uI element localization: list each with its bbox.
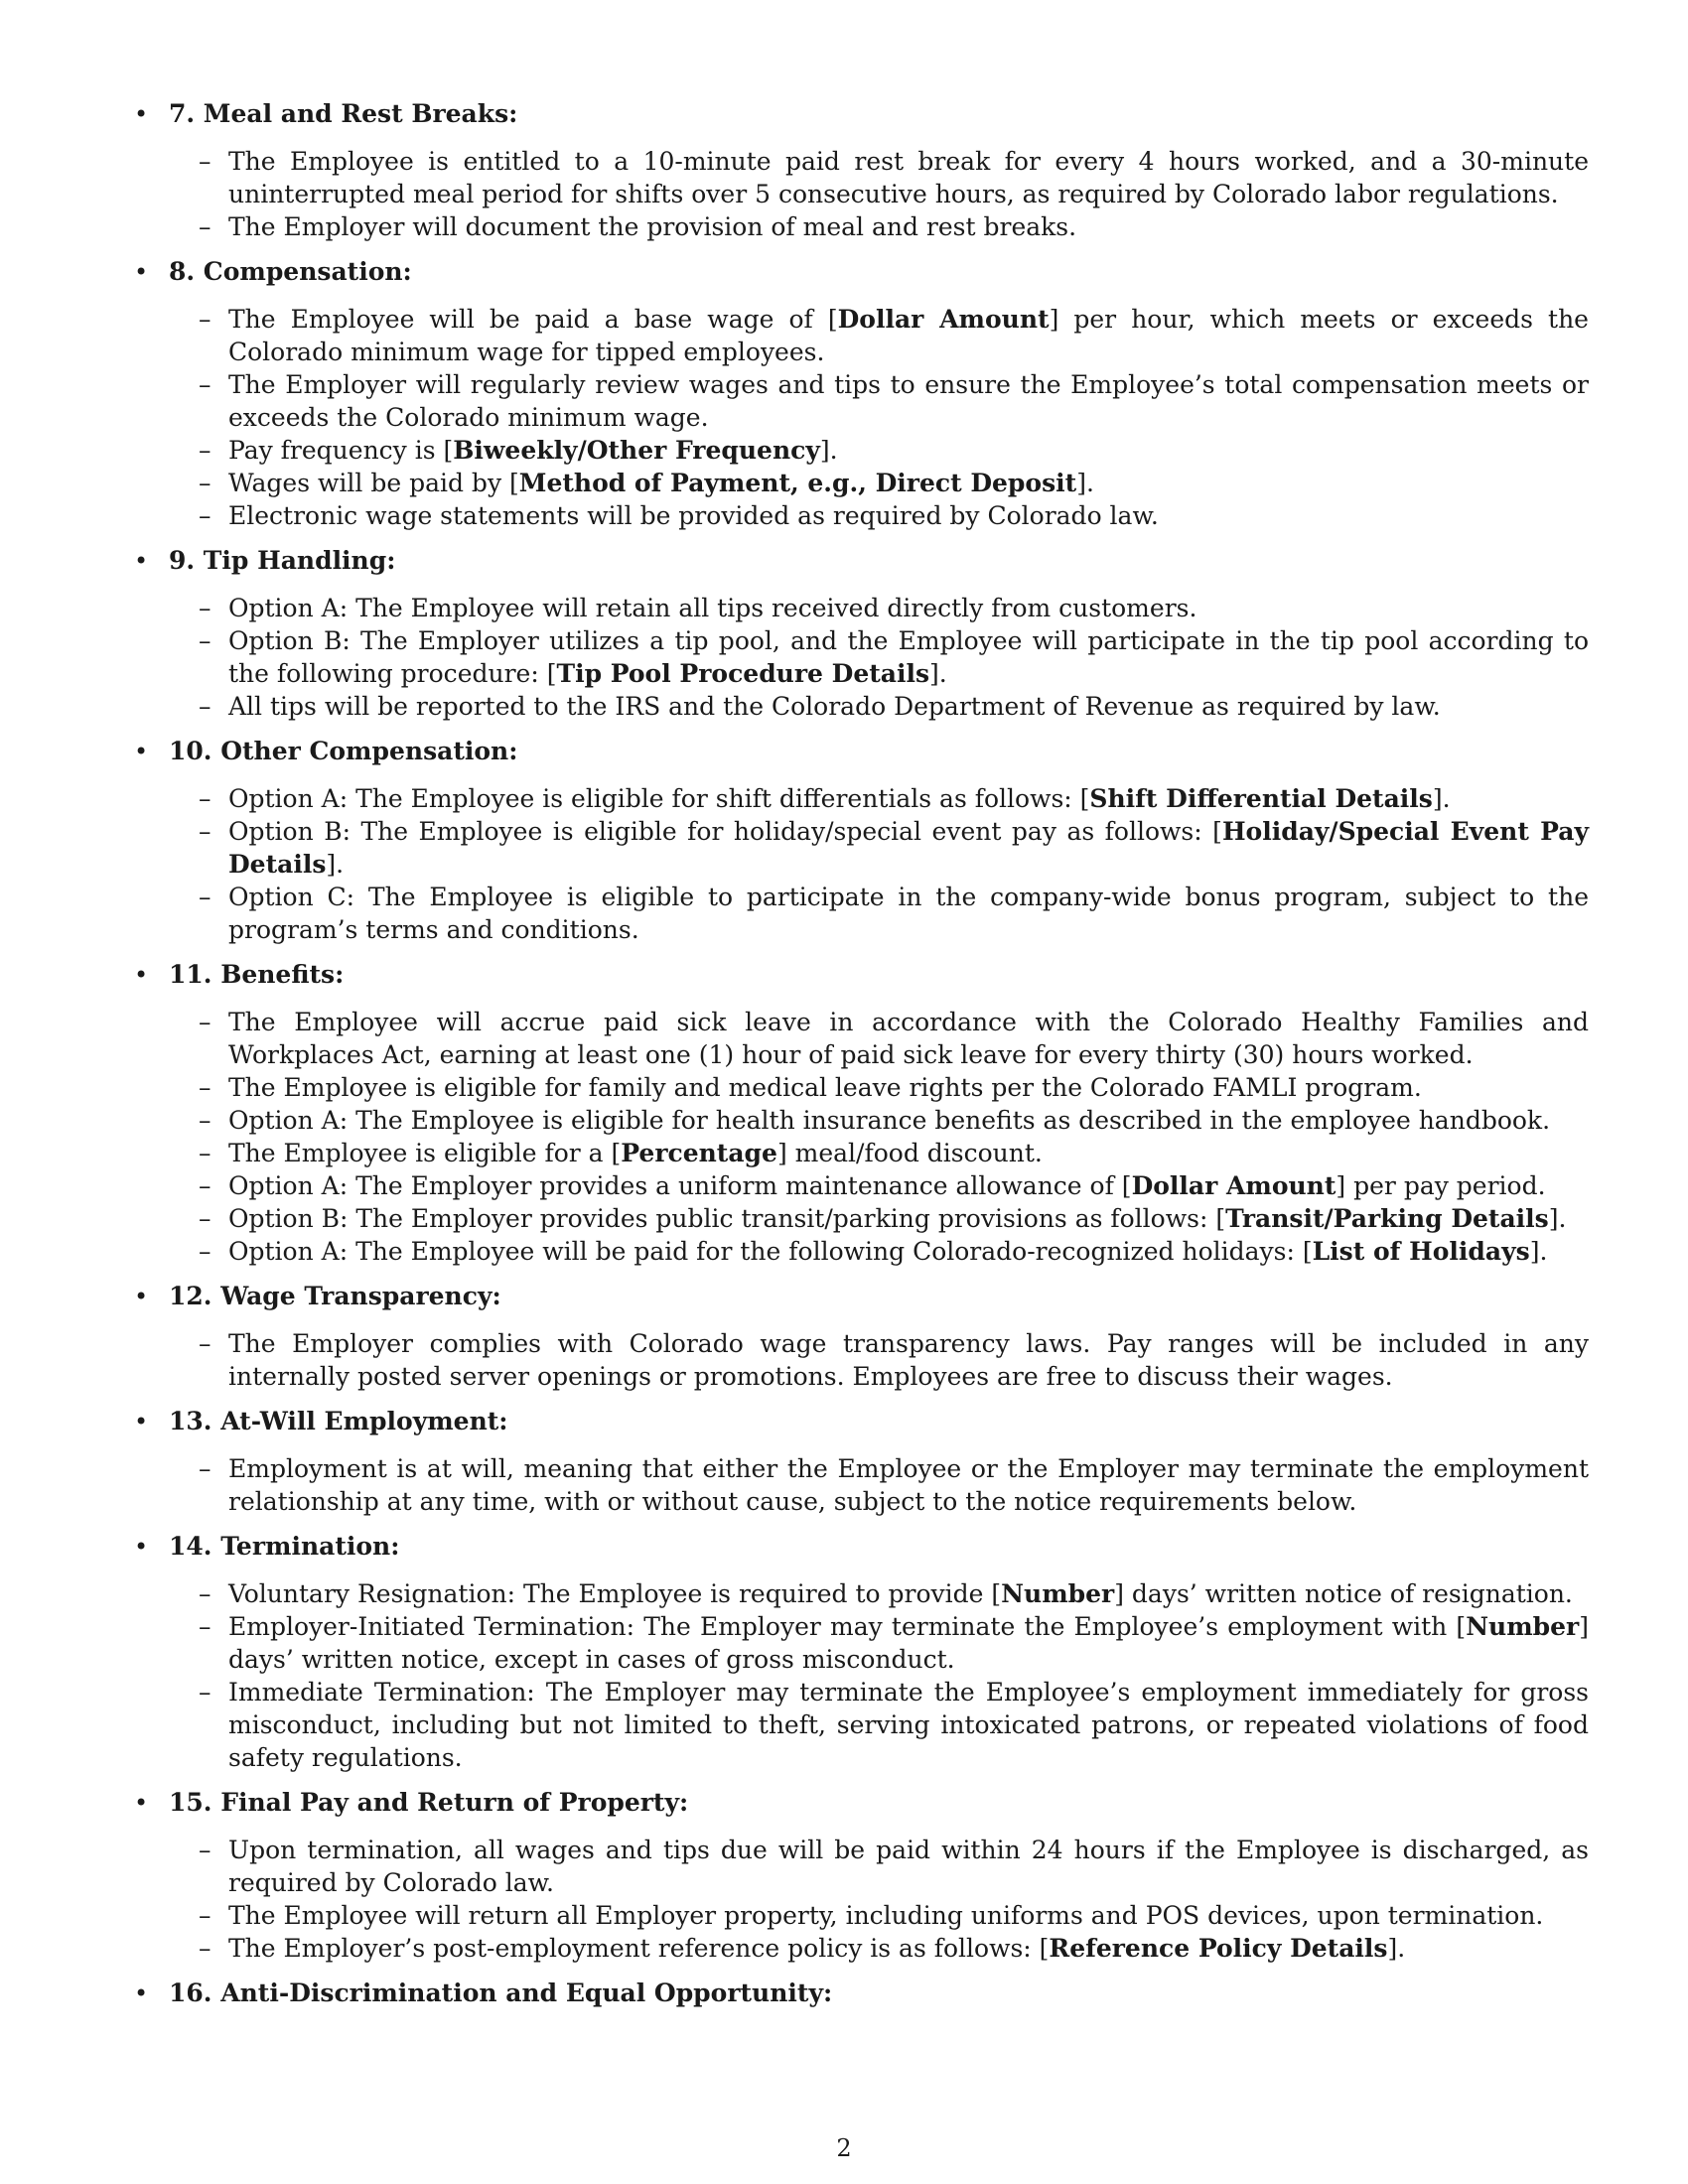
list-item bbox=[199, 1834, 1589, 1899]
dash-icon: – bbox=[199, 784, 211, 813]
dash-icon: – bbox=[199, 212, 211, 241]
dash-icon: – bbox=[199, 1579, 211, 1608]
bullet-icon: • bbox=[134, 1408, 149, 1435]
placeholder-field: Tip Pool Procedure Details bbox=[556, 659, 930, 688]
section-item-list bbox=[134, 1327, 1589, 1393]
list-item bbox=[199, 1071, 1589, 1104]
dash-icon: – bbox=[199, 594, 211, 622]
item-text: ]. bbox=[819, 436, 838, 465]
section-item-list bbox=[134, 303, 1589, 532]
contract-section bbox=[134, 1977, 1589, 2010]
placeholder-field: List of Holidays bbox=[1312, 1237, 1530, 1266]
bullet-icon: • bbox=[134, 1789, 149, 1817]
dash-icon: – bbox=[199, 501, 211, 530]
placeholder-field: Holiday/Special Event Pay Details bbox=[228, 817, 1589, 879]
list-item bbox=[199, 1169, 1589, 1202]
bullet-icon: • bbox=[134, 1533, 149, 1561]
item-text: The Employer’s post-employment reference policy is as follows: [ bbox=[228, 1934, 1050, 1963]
section-title: 12. Wage Transparency: bbox=[169, 1282, 501, 1310]
dash-icon: – bbox=[199, 1678, 211, 1706]
list-item bbox=[199, 1676, 1589, 1774]
list-item bbox=[199, 782, 1589, 815]
section-item-list bbox=[134, 1834, 1589, 1965]
section-title: 10. Other Compensation: bbox=[169, 737, 518, 765]
list-item bbox=[199, 592, 1589, 624]
section-item-list bbox=[134, 1577, 1589, 1774]
item-text: ] per hour, which meets or exceeds the Colorado minimum wage for tipped employees. bbox=[228, 305, 1589, 366]
item-text: ]. bbox=[1387, 1934, 1406, 1963]
bullet-icon: • bbox=[134, 1979, 149, 2007]
dash-icon: – bbox=[199, 1008, 211, 1036]
list-item bbox=[199, 815, 1589, 881]
item-text: Wages will be paid by [ bbox=[228, 469, 519, 497]
list-item bbox=[199, 690, 1589, 723]
section-title: 16. Anti-Discrimination and Equal Opportunity: bbox=[169, 1979, 833, 2007]
item-text: The Employee is entitled to a 10-minute paid rest break for every 4 hours worked, and a 30-minute uninterrupted meal period for shifts over 5 consecutive hours, as required by Colorado labor regulations. bbox=[228, 147, 1589, 208]
page-number: 2 bbox=[836, 2134, 852, 2162]
list-item bbox=[199, 1899, 1589, 1932]
item-text: Option C: The Employee is eligible to participate in the company-wide bonus program, subject to the program’s terms and conditions. bbox=[228, 883, 1589, 944]
section-title: 7. Meal and Rest Breaks: bbox=[169, 99, 518, 128]
dash-icon: – bbox=[199, 692, 211, 721]
dash-icon: – bbox=[199, 469, 211, 497]
section-title: 13. At-Will Employment: bbox=[169, 1407, 508, 1435]
item-text: Option A: The Employer provides a uniform maintenance allowance of [ bbox=[228, 1171, 1132, 1200]
list-item bbox=[199, 1006, 1589, 1071]
contract-section bbox=[134, 1786, 1589, 1965]
list-item bbox=[199, 434, 1589, 467]
placeholder-field: Dollar Amount bbox=[837, 305, 1050, 334]
contract-section bbox=[134, 1530, 1589, 1774]
bullet-icon: • bbox=[134, 258, 149, 286]
item-text: Upon termination, all wages and tips due will be paid within 24 hours if the Employee is discharged, as required by Colorado law. bbox=[228, 1836, 1589, 1897]
section-title: 9. Tip Handling: bbox=[169, 546, 396, 575]
item-text: Option A: The Employee is eligible for shift differentials as follows: [ bbox=[228, 784, 1090, 813]
contract-section bbox=[134, 1405, 1589, 1518]
list-item bbox=[199, 1104, 1589, 1137]
contract-section bbox=[134, 97, 1589, 243]
item-text: Immediate Termination: The Employer may terminate the Employee’s employment immediately for gross misconduct, including but not limited to theft, serving intoxicated patrons, or repeated violations of food safety regulations. bbox=[228, 1678, 1589, 1772]
dash-icon: – bbox=[199, 1139, 211, 1167]
dash-icon: – bbox=[199, 436, 211, 465]
section-item-list bbox=[134, 145, 1589, 243]
placeholder-field: Dollar Amount bbox=[1131, 1171, 1336, 1200]
section-title: 15. Final Pay and Return of Property: bbox=[169, 1788, 689, 1817]
dash-icon: – bbox=[199, 883, 211, 911]
item-text: The Employee will return all Employer property, including uniforms and POS devices, upon termination. bbox=[228, 1901, 1544, 1930]
dash-icon: – bbox=[199, 1237, 211, 1266]
list-item bbox=[199, 1577, 1589, 1610]
dash-icon: – bbox=[199, 1454, 211, 1483]
list-item bbox=[199, 1137, 1589, 1169]
item-text: Option A: The Employee is eligible for health insurance benefits as described in the employee handbook. bbox=[228, 1106, 1551, 1135]
item-text: Pay frequency is [ bbox=[228, 436, 454, 465]
section-title: 8. Compensation: bbox=[169, 257, 412, 286]
bullet-icon: • bbox=[134, 961, 149, 989]
list-item bbox=[199, 1932, 1589, 1965]
contract-section bbox=[134, 958, 1589, 1268]
placeholder-field: Percentage bbox=[621, 1139, 777, 1167]
section-item-list bbox=[134, 1452, 1589, 1518]
bullet-icon: • bbox=[134, 100, 149, 128]
dash-icon: – bbox=[199, 1106, 211, 1135]
item-text: Option A: The Employee will retain all tips received directly from customers. bbox=[228, 594, 1197, 622]
bullet-icon: • bbox=[134, 738, 149, 765]
list-item bbox=[199, 1452, 1589, 1518]
item-text: ]. bbox=[1548, 1204, 1567, 1233]
placeholder-field: Method of Payment, e.g., Direct Deposit bbox=[518, 469, 1077, 497]
item-text: Employment is at will, meaning that either the Employee or the Employer may terminate the employment relationship at any time, with or without cause, subject to the notice requirements below. bbox=[228, 1454, 1589, 1516]
placeholder-field: Reference Policy Details bbox=[1049, 1934, 1388, 1963]
dash-icon: – bbox=[199, 1901, 211, 1930]
item-text: Option A: The Employee will be paid for the following Colorado-recognized holidays: [ bbox=[228, 1237, 1313, 1266]
list-item bbox=[199, 1202, 1589, 1235]
placeholder-field: Transit/Parking Details bbox=[1225, 1204, 1549, 1233]
contract-section bbox=[134, 735, 1589, 946]
dash-icon: – bbox=[199, 1171, 211, 1200]
dash-icon: – bbox=[199, 1329, 211, 1358]
item-text: Option B: The Employer utilizes a tip pool, and the Employee will participate in the tip pool according to the following procedure: [ bbox=[228, 626, 1589, 688]
item-text: The Employee is eligible for family and medical leave rights per the Colorado FAMLI program. bbox=[228, 1073, 1422, 1102]
list-item bbox=[199, 499, 1589, 532]
item-text: ] per pay period. bbox=[1336, 1171, 1546, 1200]
dash-icon: – bbox=[199, 1612, 211, 1641]
list-item bbox=[199, 303, 1589, 368]
list-item bbox=[199, 210, 1589, 243]
item-text: Voluntary Resignation: The Employee is required to provide [ bbox=[228, 1579, 1002, 1608]
item-text: The Employee is eligible for a [ bbox=[228, 1139, 622, 1167]
item-text: The Employer will document the provision of meal and rest breaks. bbox=[228, 212, 1077, 241]
section-item-list bbox=[134, 592, 1589, 723]
contract-section bbox=[134, 1280, 1589, 1393]
placeholder-field: Number bbox=[1466, 1612, 1580, 1641]
list-item bbox=[199, 1610, 1589, 1676]
section-item-list bbox=[134, 1006, 1589, 1268]
item-text: ]. bbox=[1076, 469, 1094, 497]
list-item bbox=[199, 467, 1589, 499]
dash-icon: – bbox=[199, 147, 211, 176]
item-text: Option B: The Employee is eligible for holiday/special event pay as follows: [ bbox=[228, 817, 1222, 846]
dash-icon: – bbox=[199, 370, 211, 399]
dash-icon: – bbox=[199, 626, 211, 655]
dash-icon: – bbox=[199, 1934, 211, 1963]
item-text: ] days’ written notice of resignation. bbox=[1114, 1579, 1573, 1608]
dash-icon: – bbox=[199, 817, 211, 846]
dash-icon: – bbox=[199, 305, 211, 334]
item-text: Option B: The Employer provides public transit/parking provisions as follows: [ bbox=[228, 1204, 1226, 1233]
item-text: All tips will be reported to the IRS and the Colorado Department of Revenue as required by law. bbox=[228, 692, 1441, 721]
section-title: 11. Benefits: bbox=[169, 960, 345, 989]
item-text: ] days’ written notice, except in cases of gross misconduct. bbox=[228, 1612, 1589, 1674]
item-text: Employer-Initiated Termination: The Employer may terminate the Employee’s employment with [ bbox=[228, 1612, 1467, 1641]
list-item bbox=[199, 881, 1589, 946]
list-item bbox=[199, 368, 1589, 434]
list-item bbox=[199, 145, 1589, 210]
dash-icon: – bbox=[199, 1204, 211, 1233]
list-item bbox=[199, 1327, 1589, 1393]
item-text: ]. bbox=[1432, 784, 1451, 813]
section-item-list bbox=[134, 782, 1589, 946]
contract-section bbox=[134, 544, 1589, 723]
item-text: The Employee will be paid a base wage of [ bbox=[228, 305, 838, 334]
contract-section bbox=[134, 255, 1589, 532]
bullet-icon: • bbox=[134, 1283, 149, 1310]
section-title: 14. Termination: bbox=[169, 1532, 400, 1561]
item-text: The Employer will regularly review wages and tips to ensure the Employee’s total compensation meets or exceeds the Colorado minimum wage. bbox=[228, 370, 1589, 432]
placeholder-field: Biweekly/Other Frequency bbox=[453, 436, 820, 465]
placeholder-field: Shift Differential Details bbox=[1089, 784, 1433, 813]
document-body bbox=[134, 97, 1589, 2022]
list-item bbox=[199, 624, 1589, 690]
bullet-icon: • bbox=[134, 547, 149, 575]
item-text: ]. bbox=[326, 850, 345, 879]
list-item bbox=[199, 1235, 1589, 1268]
item-text: The Employee will accrue paid sick leave in accordance with the Colorado Healthy Families and Workplaces Act, earning at least one (1) hour of paid sick leave for every thirty (30) hours worked. bbox=[228, 1008, 1589, 1069]
item-text: ]. bbox=[1529, 1237, 1548, 1266]
item-text: ] meal/food discount. bbox=[776, 1139, 1043, 1167]
placeholder-field: Number bbox=[1001, 1579, 1115, 1608]
item-text: The Employer complies with Colorado wage transparency laws. Pay ranges will be included in any internally posted server openings or promotions. Employees are free to discuss their wages. bbox=[228, 1329, 1589, 1391]
dash-icon: – bbox=[199, 1073, 211, 1102]
item-text: Electronic wage statements will be provided as required by Colorado law. bbox=[228, 501, 1159, 530]
item-text: ]. bbox=[929, 659, 947, 688]
dash-icon: – bbox=[199, 1836, 211, 1864]
